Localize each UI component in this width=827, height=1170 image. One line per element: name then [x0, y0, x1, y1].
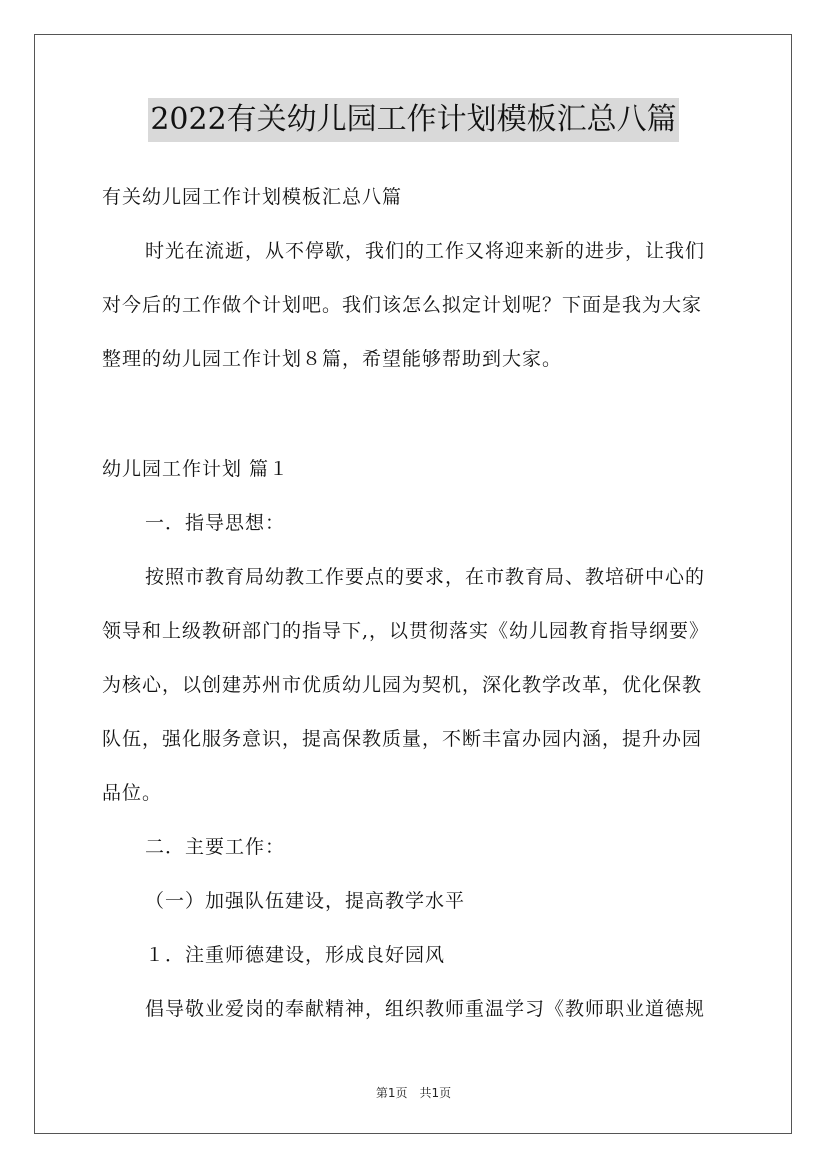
paragraph-line: 为核心，以创建苏州市优质幼儿园为契机，深化教学改革，优化保教: [102, 674, 703, 696]
paragraph-line: 品位。: [102, 782, 163, 804]
document-title: 2022有关幼儿园工作计划模板汇总八篇: [148, 98, 678, 142]
paragraph-line: 时光在流逝，从不停歇，我们的工作又将迎来新的进步，让我们: [145, 240, 706, 262]
subsection-heading: １．注重师德建设，形成良好园风: [145, 944, 446, 966]
paragraph-line: 按照市教育局幼教工作要点的要求，在市教育局、教培研中心的: [145, 566, 706, 588]
paragraph-line: 倡导敬业爱岗的奉献精神，组织教师重温学习《教师职业道德规: [145, 998, 706, 1020]
subtitle-line: 有关幼儿园工作计划模板汇总八篇: [102, 186, 403, 208]
page-footer: 第1页 共1页: [375, 1086, 452, 1100]
subsection-heading: 二．主要工作：: [145, 836, 286, 858]
paragraph-line: 整理的幼儿园工作计划８篇，希望能够帮助到大家。: [102, 348, 563, 370]
paragraph-line: 队伍，强化服务意识，提高保教质量，不断丰富办园内涵，提升办园: [102, 728, 703, 750]
paragraph-line: 对今后的工作做个计划吧。我们该怎么拟定计划呢？下面是我为大家: [102, 294, 703, 316]
title-container: [0, 98, 827, 142]
paragraph-line: 领导和上级教研部门的指导下,，以贯彻落实《幼儿园教育指导纲要》: [102, 620, 710, 642]
subsection-heading: 一．指导思想：: [145, 512, 286, 534]
section-heading: 幼儿园工作计划 篇１: [102, 458, 290, 480]
subsection-heading: （一）加强队伍建设，提高教学水平: [145, 890, 466, 912]
